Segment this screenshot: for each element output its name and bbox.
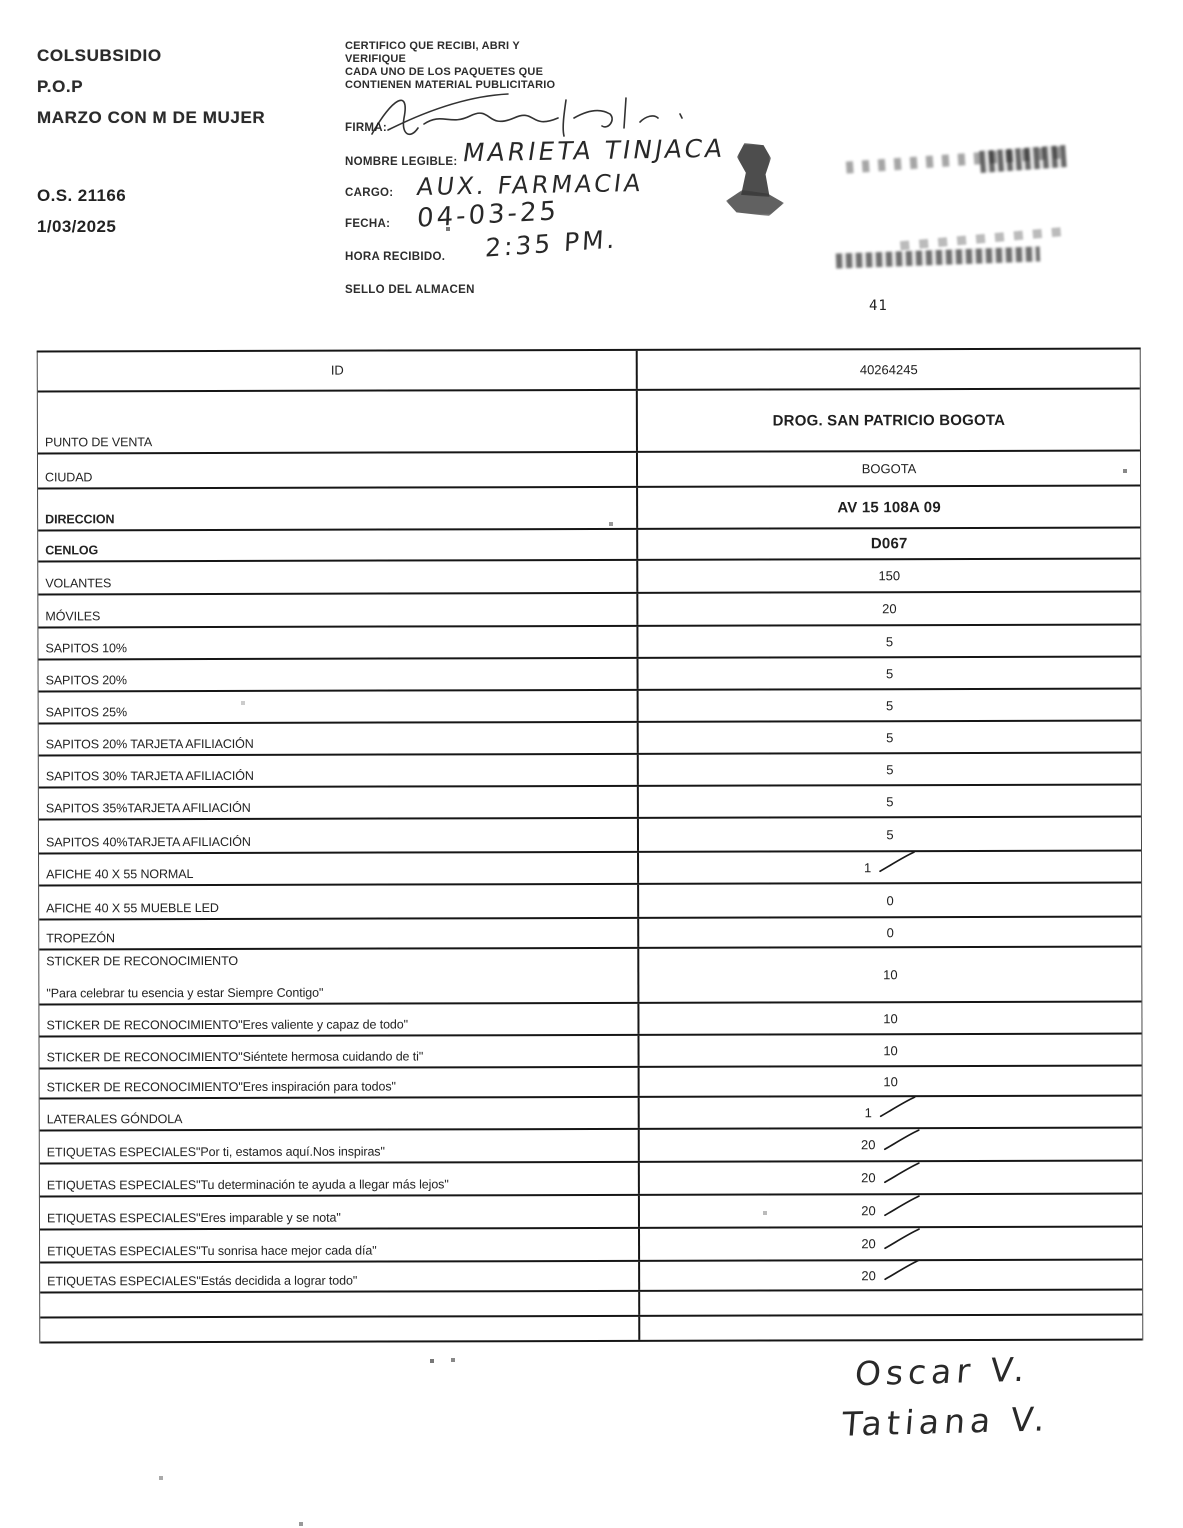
row-value-text: 5 bbox=[885, 665, 894, 681]
row-value bbox=[638, 390, 1140, 451]
faint-stamp-impression-2b bbox=[836, 246, 1040, 268]
row-label: STICKER DE RECONOCIMIENTO"Eres valiente y capaz de todo" bbox=[39, 1004, 639, 1036]
row-value-text: 20 bbox=[861, 1137, 876, 1153]
brand-line: COLSUBSIDIO bbox=[37, 46, 162, 65]
row-value-text: DROG. SAN PATRICIO BOGOTA bbox=[772, 411, 1006, 430]
row-value bbox=[638, 560, 1140, 592]
row-label: SAPITOS 20% TARJETA AFILIACIÓN bbox=[39, 723, 639, 755]
handwritten-name: Oscar V. bbox=[853, 1349, 1031, 1394]
row-value bbox=[638, 350, 1140, 389]
row-value-text: 40264245 bbox=[859, 361, 918, 377]
field-label: NOMBRE LEGIBLE: bbox=[345, 156, 458, 168]
table-row bbox=[40, 1097, 1142, 1132]
field-label: FIRMA: bbox=[345, 122, 388, 134]
row-label: AFICHE 40 X 55 NORMAL bbox=[39, 853, 639, 885]
checkmark-icon bbox=[878, 851, 916, 873]
field-label: CARGO: bbox=[345, 187, 394, 199]
checkmark-icon bbox=[883, 1259, 921, 1281]
row-label: STICKER DE RECONOCIMIENTO"Siéntete hermosa cuidando de ti" bbox=[40, 1036, 640, 1068]
handwritten-value: AUX. FARMACIA bbox=[415, 168, 646, 202]
table-row bbox=[39, 852, 1141, 887]
row-label: PUNTO DE VENTA bbox=[38, 391, 638, 453]
order-date: 1/03/2025 bbox=[37, 217, 117, 236]
checkmark-icon bbox=[879, 1096, 917, 1118]
scan-noise bbox=[0, 0, 2, 2]
certification-line: VERIFIQUE bbox=[345, 53, 407, 65]
row-value bbox=[639, 948, 1141, 1002]
faint-stamp-impression-2 bbox=[900, 227, 1068, 251]
row-value bbox=[640, 1261, 1142, 1290]
handwritten-value: MARIETA TINJACA bbox=[460, 133, 728, 168]
row-value-text: 20 bbox=[882, 601, 897, 617]
row-value bbox=[638, 529, 1140, 559]
row-label: ETIQUETAS ESPECIALES"Estás decidida a lograr todo" bbox=[40, 1262, 640, 1292]
table-row bbox=[38, 626, 1140, 661]
table-row bbox=[40, 1035, 1142, 1070]
row-value-text: 20 bbox=[861, 1267, 876, 1283]
row-value bbox=[639, 1035, 1141, 1066]
checkmark-icon bbox=[882, 1129, 920, 1151]
certification-line: CERTIFICO QUE RECIBI, ABRI Y bbox=[345, 40, 520, 52]
row-label: SAPITOS 30% TARJETA AFILIACIÓN bbox=[39, 755, 639, 787]
row-label: SAPITOS 20% bbox=[39, 659, 639, 691]
certification-line: CADA UNO DE LOS PAQUETES QUE bbox=[345, 66, 544, 78]
table-row bbox=[40, 1291, 1142, 1319]
faint-stamp-impression-1b bbox=[979, 145, 1066, 173]
row-label: AFICHE 40 X 55 MUEBLE LED bbox=[39, 885, 639, 919]
row-value-text: 5 bbox=[886, 729, 894, 745]
table-row bbox=[39, 722, 1141, 757]
row-value-text: AV 15 108A 09 bbox=[837, 498, 941, 516]
table-row bbox=[38, 390, 1140, 455]
handwritten-value: 2:35 PM. bbox=[484, 224, 619, 263]
row-value bbox=[639, 852, 1141, 883]
row-label: ETIQUETAS ESPECIALES"Tu determinación te ayuda a llegar más lejos" bbox=[40, 1163, 640, 1196]
row-value bbox=[639, 786, 1141, 817]
row-label bbox=[39, 949, 639, 1004]
stamp-mark-dark-2 bbox=[726, 190, 784, 216]
table-row bbox=[39, 818, 1141, 855]
row-label: ETIQUETAS ESPECIALES"Tu sonrisa hace mejor cada día" bbox=[40, 1229, 640, 1262]
row-value bbox=[638, 593, 1140, 625]
table-row bbox=[39, 786, 1141, 821]
row-value-text: BOGOTA bbox=[861, 461, 917, 477]
checkmark-icon bbox=[883, 1195, 921, 1217]
row-label-line2: "Para celebrar tu esencia y estar Siempre Contigo" bbox=[46, 985, 324, 1001]
row-value-text: 5 bbox=[886, 793, 894, 809]
table-row bbox=[38, 487, 1140, 532]
table-row bbox=[39, 1003, 1141, 1038]
order-number: O.S. 21166 bbox=[37, 186, 127, 205]
field-row bbox=[345, 133, 728, 170]
row-value bbox=[639, 918, 1141, 947]
row-value-text: 5 bbox=[886, 761, 894, 777]
row-value bbox=[639, 754, 1141, 785]
row-value bbox=[640, 1129, 1142, 1161]
row-value-text: 10 bbox=[883, 1010, 898, 1026]
brand-line: P.O.P bbox=[37, 77, 84, 96]
table-row bbox=[38, 350, 1140, 393]
table-row bbox=[39, 948, 1141, 1006]
row-label: MÓVILES bbox=[38, 594, 638, 627]
row-label: ETIQUETAS ESPECIALES"Eres imparable y se nota" bbox=[40, 1196, 640, 1229]
row-label-line1: STICKER DE RECONOCIMIENTO bbox=[46, 953, 239, 969]
table-row bbox=[40, 1261, 1142, 1294]
row-label: CENLOG bbox=[38, 530, 638, 561]
handwritten-name: Tatiana V. bbox=[840, 1399, 1052, 1444]
row-value-text: 5 bbox=[885, 697, 894, 713]
signature-handwriting bbox=[358, 84, 708, 148]
table-row bbox=[39, 690, 1141, 725]
row-value-text: 20 bbox=[861, 1170, 876, 1186]
field-label: SELLO DEL ALMACEN bbox=[345, 284, 475, 296]
row-value-text: 1 bbox=[863, 859, 872, 875]
field-row bbox=[345, 168, 646, 202]
stamp-mark-dark bbox=[737, 143, 771, 197]
row-value bbox=[640, 1291, 1142, 1315]
field-label: FECHA: bbox=[345, 218, 391, 230]
row-label bbox=[40, 1317, 640, 1342]
row-label: SAPITOS 40%TARJETA AFILIACIÓN bbox=[39, 819, 639, 853]
row-value-text: 10 bbox=[883, 1073, 898, 1089]
certification-line: CONTIENEN MATERIAL PUBLICITARIO bbox=[345, 79, 556, 91]
brand-block bbox=[37, 40, 265, 133]
row-label: LATERALES GÓNDOLA bbox=[40, 1098, 640, 1130]
row-value bbox=[640, 1195, 1142, 1227]
row-value bbox=[639, 818, 1141, 851]
row-value bbox=[639, 690, 1141, 721]
field-label: HORA RECIBIDO. bbox=[345, 251, 446, 263]
brand-line: MARZO CON M DE MUJER bbox=[37, 108, 266, 127]
table-row bbox=[40, 1316, 1142, 1344]
row-label: ID bbox=[38, 351, 638, 391]
row-value-text: 1 bbox=[864, 1104, 872, 1120]
row-value-text: 20 bbox=[861, 1236, 876, 1252]
row-value-text: 5 bbox=[885, 633, 894, 649]
table-row bbox=[38, 560, 1140, 596]
row-label: CIUDAD bbox=[38, 453, 638, 488]
row-label bbox=[40, 1292, 640, 1317]
checkmark-icon bbox=[883, 1162, 921, 1184]
row-label: DIRECCION bbox=[38, 488, 638, 530]
row-label: SAPITOS 10% bbox=[38, 627, 638, 659]
table-row bbox=[39, 754, 1141, 789]
row-value bbox=[640, 1228, 1142, 1260]
table-row bbox=[40, 1162, 1142, 1198]
materials-table bbox=[37, 348, 1144, 1344]
table-row bbox=[38, 529, 1140, 563]
row-value bbox=[639, 1003, 1141, 1034]
row-value bbox=[638, 487, 1140, 528]
table-row bbox=[39, 884, 1141, 921]
row-value bbox=[640, 1316, 1142, 1340]
table-row bbox=[40, 1067, 1142, 1100]
row-value-text: 5 bbox=[886, 826, 894, 842]
row-value bbox=[640, 1162, 1142, 1194]
row-label: SAPITOS 25% bbox=[39, 691, 639, 723]
row-value-text: 0 bbox=[886, 892, 894, 908]
row-label: TROPEZÓN bbox=[39, 919, 639, 949]
row-value bbox=[640, 1097, 1142, 1128]
row-label: SAPITOS 35%TARJETA AFILIACIÓN bbox=[39, 787, 639, 819]
table-row bbox=[39, 658, 1141, 693]
row-value-text: 10 bbox=[883, 1042, 898, 1058]
row-value-text: 20 bbox=[861, 1203, 876, 1219]
row-value bbox=[638, 626, 1140, 657]
table-row bbox=[38, 593, 1140, 629]
table-row bbox=[40, 1195, 1142, 1231]
table-row bbox=[40, 1228, 1142, 1264]
table-row bbox=[40, 1129, 1142, 1165]
field-row bbox=[345, 196, 560, 234]
row-value bbox=[638, 452, 1140, 486]
checkmark-icon bbox=[883, 1228, 921, 1250]
row-value bbox=[639, 722, 1141, 753]
row-label: VOLANTES bbox=[38, 561, 638, 594]
row-value bbox=[639, 884, 1141, 917]
row-value-text: 150 bbox=[878, 568, 901, 584]
table-row bbox=[39, 918, 1141, 951]
row-label: STICKER DE RECONOCIMIENTO"Eres inspiración para todos" bbox=[40, 1068, 640, 1098]
order-block bbox=[37, 180, 126, 242]
row-label: ETIQUETAS ESPECIALES"Por ti, estamos aquí.Nos inspiras" bbox=[40, 1130, 640, 1163]
table-row bbox=[38, 452, 1140, 490]
field-row bbox=[345, 280, 475, 298]
page-number: 41 bbox=[869, 298, 888, 314]
row-value bbox=[640, 1067, 1142, 1096]
row-value-text: 10 bbox=[883, 967, 898, 983]
row-value-text: D067 bbox=[870, 535, 908, 553]
handwritten-value: 04-03-25 bbox=[416, 196, 560, 234]
row-value-text: 0 bbox=[886, 924, 894, 940]
row-value bbox=[639, 658, 1141, 689]
